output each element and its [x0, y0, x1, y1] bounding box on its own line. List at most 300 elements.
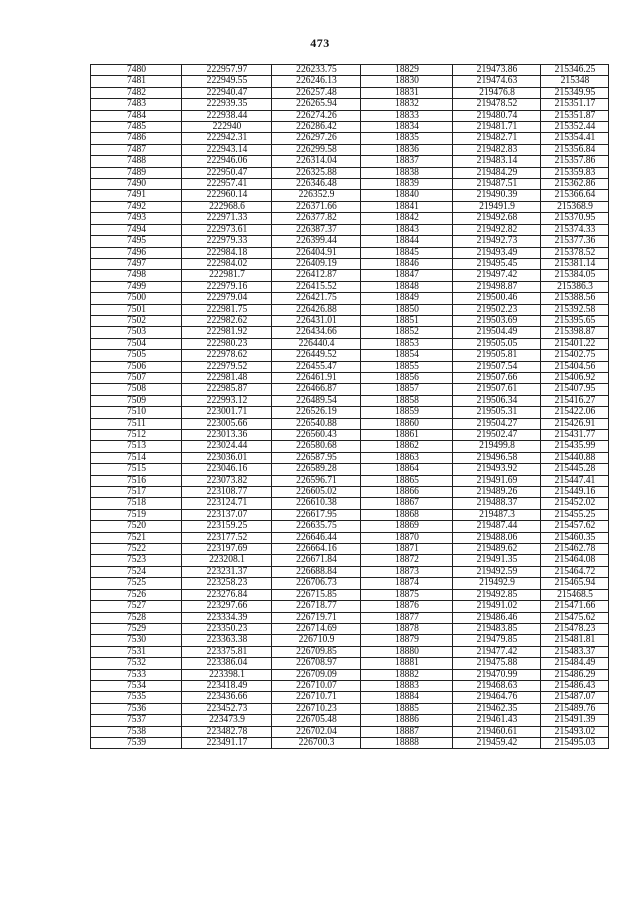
y2-cell: [543, 315, 606, 326]
cell-text: 215349.95: [554, 87, 595, 98]
y2-cell: [543, 566, 606, 577]
point2-id-cell: [364, 521, 449, 532]
cell-text: 215465.94: [554, 577, 595, 589]
y2-cell: [543, 338, 606, 349]
x2-cell: [456, 703, 537, 714]
point2-id-cell: [364, 407, 449, 418]
cell-text: 223482.78: [206, 726, 247, 737]
cell-text: 223024.44: [206, 440, 247, 452]
cell-text: 215356.84: [554, 144, 595, 155]
y1-cell: [275, 270, 357, 281]
x1-cell: [185, 99, 268, 110]
y2-cell: [543, 715, 606, 726]
cell-text: 7523: [126, 554, 146, 566]
x2-cell: [456, 372, 537, 383]
cell-text: 18834: [394, 121, 419, 133]
cell-text: 222979.33: [206, 235, 247, 247]
cell-text: 215486.43: [554, 680, 595, 691]
point2-id-cell: [364, 281, 449, 292]
cell-text: 222942.31: [206, 132, 247, 144]
cell-text: 222979.04: [206, 292, 247, 304]
x1-cell: [185, 555, 268, 566]
cell-text: 226708.97: [295, 657, 337, 669]
table-row: [91, 179, 609, 190]
cell-text: 7503: [126, 326, 146, 338]
y2-cell: [543, 555, 606, 566]
x1-cell: [185, 190, 268, 201]
y2-cell: [543, 395, 606, 406]
x1-cell: [185, 703, 268, 714]
point-id-cell: [94, 110, 178, 121]
cell-text: 222957.41: [206, 178, 247, 190]
point-id-cell: [94, 544, 178, 555]
x2-cell: [456, 669, 537, 680]
table-row: [91, 521, 609, 532]
x1-cell: [185, 338, 268, 349]
cell-text: 219505.05: [476, 338, 517, 349]
y2-cell: [543, 133, 606, 144]
point2-id-cell: [364, 395, 449, 406]
cell-text: 18856: [394, 372, 419, 383]
cell-text: 223197.69: [206, 543, 247, 555]
x2-cell: [456, 258, 537, 269]
point2-id-cell: [364, 612, 449, 623]
x1-cell: [185, 350, 268, 361]
cell-text: 223386.04: [206, 657, 247, 669]
cell-text: 18835: [394, 132, 419, 144]
cell-text: 226377.82: [295, 212, 337, 224]
y1-cell: [275, 566, 357, 577]
point-id-cell: [94, 555, 178, 566]
x2-cell: [456, 156, 537, 167]
x2-cell: [456, 315, 537, 326]
point2-id-cell: [364, 122, 449, 133]
table-row: [91, 475, 609, 486]
cell-text: 215426.91: [554, 418, 595, 429]
cell-text: 7482: [126, 87, 146, 98]
cell-text: 215348: [560, 75, 589, 87]
point2-id-cell: [364, 293, 449, 304]
cell-text: 223375.81: [206, 646, 247, 657]
cell-text: 226688.84: [295, 566, 337, 577]
cell-text: 7514: [126, 452, 146, 463]
y2-cell: [543, 669, 606, 680]
cell-text: 7496: [126, 247, 146, 258]
y2-cell: [543, 407, 606, 418]
point2-id-cell: [364, 475, 449, 486]
point2-id-cell: [364, 201, 449, 212]
cell-text: 226714.69: [295, 623, 337, 634]
point-id-cell: [94, 156, 178, 167]
cell-text: 18865: [394, 475, 419, 486]
cell-text: 219505.81: [476, 349, 517, 361]
table-row: [91, 532, 609, 543]
x1-cell: [185, 658, 268, 669]
y2-cell: [543, 304, 606, 315]
cell-text: 226526.19: [295, 406, 337, 418]
table-body: [91, 65, 609, 749]
point-id-cell: [94, 338, 178, 349]
cell-text: 226596.71: [295, 475, 337, 486]
point2-id-cell: [364, 635, 449, 646]
cell-text: 18875: [394, 589, 419, 600]
y1-cell: [275, 179, 357, 190]
cell-text: 226246.13: [295, 75, 337, 87]
y1-cell: [275, 315, 357, 326]
point-id-cell: [94, 452, 178, 463]
cell-text: 18877: [394, 612, 419, 623]
cell-text: 226702.04: [295, 726, 337, 737]
y1-cell: [275, 201, 357, 212]
point-id-cell: [94, 270, 178, 281]
cell-text: 219460.61: [476, 726, 517, 737]
x2-cell: [456, 726, 537, 737]
cell-text: 215440.88: [554, 452, 595, 463]
cell-text: 223005.66: [206, 418, 247, 429]
cell-text: 18866: [394, 486, 419, 498]
cell-text: 18842: [394, 212, 419, 224]
cell-text: 219498.87: [476, 281, 517, 292]
cell-text: 226371.66: [295, 201, 337, 212]
cell-text: 7483: [126, 98, 146, 110]
cell-text: 18878: [394, 623, 419, 634]
y2-cell: [543, 361, 606, 372]
table-row: [91, 726, 609, 737]
cell-text: 222946.06: [206, 155, 247, 167]
table-row: [91, 65, 609, 76]
y1-cell: [275, 589, 357, 600]
x2-cell: [456, 578, 537, 589]
cell-text: 222978.62: [206, 349, 247, 361]
point2-id-cell: [364, 623, 449, 634]
point2-id-cell: [364, 601, 449, 612]
cell-text: 226706.73: [295, 577, 337, 589]
x2-cell: [456, 293, 537, 304]
cell-text: 7507: [126, 372, 146, 383]
cell-text: 222979.52: [206, 361, 247, 372]
table-row: [91, 578, 609, 589]
y2-cell: [543, 430, 606, 441]
point-id-cell: [94, 224, 178, 235]
table-row: [91, 452, 609, 463]
cell-text: 223108.77: [206, 486, 247, 498]
x1-cell: [185, 372, 268, 383]
y1-cell: [275, 293, 357, 304]
point-id-cell: [94, 76, 178, 87]
cell-text: 226325.88: [295, 167, 337, 178]
cell-text: 7535: [126, 691, 146, 703]
point2-id-cell: [364, 532, 449, 543]
point-id-cell: [94, 315, 178, 326]
point2-id-cell: [364, 737, 449, 748]
cell-text: 18839: [394, 178, 419, 190]
cell-text: 219495.45: [476, 258, 517, 269]
cell-text: 226274.26: [295, 110, 337, 121]
cell-text: 222981.7: [208, 269, 245, 281]
cell-text: 18887: [394, 726, 419, 737]
cell-text: 7519: [126, 509, 146, 520]
cell-text: 7532: [126, 657, 146, 669]
cell-text: 219481.71: [476, 121, 517, 133]
table-row: [91, 715, 609, 726]
cell-text: 18888: [394, 737, 419, 748]
point2-id-cell: [364, 213, 449, 224]
cell-text: 223473.9: [208, 714, 245, 726]
table-row: [91, 87, 609, 98]
cell-text: 18881: [394, 657, 419, 669]
y2-cell: [543, 464, 606, 475]
point-id-cell: [94, 726, 178, 737]
point-id-cell: [94, 601, 178, 612]
y1-cell: [275, 521, 357, 532]
cell-text: 18838: [394, 167, 419, 178]
x1-cell: [185, 521, 268, 532]
y2-cell: [543, 144, 606, 155]
cell-text: 222981.75: [206, 304, 247, 315]
cell-text: 215359.83: [554, 167, 595, 178]
cell-text: 219492.82: [476, 224, 517, 235]
point2-id-cell: [364, 658, 449, 669]
table-row: [91, 201, 609, 212]
cell-text: 226605.02: [295, 486, 337, 498]
cell-text: 18879: [394, 634, 419, 646]
cell-text: 18857: [394, 383, 419, 395]
point-id-cell: [94, 669, 178, 680]
table-row: [91, 372, 609, 383]
x2-cell: [456, 350, 537, 361]
point-id-cell: [94, 658, 178, 669]
point2-id-cell: [364, 452, 449, 463]
cell-text: 219491.9: [478, 201, 515, 212]
y1-cell: [275, 601, 357, 612]
cell-text: 219500.46: [476, 292, 517, 304]
cell-text: 226715.85: [295, 589, 337, 600]
cell-text: 215354.41: [554, 132, 595, 144]
cell-text: 222949.55: [206, 75, 247, 87]
cell-text: 223418.49: [206, 680, 247, 691]
table-row: [91, 304, 609, 315]
point2-id-cell: [364, 498, 449, 509]
cell-text: 18854: [394, 349, 419, 361]
cell-text: 215483.37: [554, 646, 595, 657]
cell-text: 215422.06: [554, 406, 595, 418]
table-row: [91, 327, 609, 338]
cell-text: 226664.16: [295, 543, 337, 555]
x2-cell: [456, 464, 537, 475]
cell-text: 219497.42: [476, 269, 517, 281]
cell-text: 222939.35: [206, 98, 247, 110]
x1-cell: [185, 236, 268, 247]
cell-text: 18853: [394, 338, 419, 349]
y2-cell: [543, 179, 606, 190]
x1-cell: [185, 327, 268, 338]
cell-text: 215384.05: [554, 269, 595, 281]
point-id-cell: [94, 304, 178, 315]
cell-text: 219487.3: [478, 509, 515, 520]
point2-id-cell: [364, 441, 449, 452]
cell-text: 18870: [394, 532, 419, 543]
x1-cell: [185, 156, 268, 167]
cell-text: 7517: [126, 486, 146, 498]
point-id-cell: [94, 612, 178, 623]
point2-id-cell: [364, 680, 449, 691]
y1-cell: [275, 213, 357, 224]
table-row: [91, 133, 609, 144]
cell-text: 7538: [126, 726, 146, 737]
point-id-cell: [94, 703, 178, 714]
x1-cell: [185, 110, 268, 121]
point2-id-cell: [364, 350, 449, 361]
table-row: [91, 555, 609, 566]
cell-text: 18860: [394, 418, 419, 429]
x2-cell: [456, 612, 537, 623]
cell-text: 222984.18: [206, 247, 247, 258]
cell-text: 219492.73: [476, 235, 517, 247]
cell-text: 226610.38: [295, 497, 337, 509]
point-id-cell: [94, 623, 178, 634]
table-row: [91, 464, 609, 475]
y2-cell: [543, 703, 606, 714]
point-id-cell: [94, 418, 178, 429]
point-id-cell: [94, 167, 178, 178]
point2-id-cell: [364, 87, 449, 98]
x2-cell: [456, 521, 537, 532]
cell-text: 215487.07: [554, 691, 595, 703]
cell-text: 215495.03: [554, 737, 595, 748]
cell-text: 7504: [126, 338, 146, 349]
y1-cell: [275, 692, 357, 703]
x2-cell: [456, 133, 537, 144]
y1-cell: [275, 281, 357, 292]
y2-cell: [543, 658, 606, 669]
cell-text: 215388.56: [554, 292, 595, 304]
cell-text: 222940: [212, 121, 241, 133]
cell-text: 226580.68: [295, 440, 337, 452]
cell-text: 223258.23: [206, 577, 247, 589]
cell-text: 219492.59: [476, 566, 517, 577]
point2-id-cell: [364, 65, 449, 76]
cell-text: 215351.17: [554, 98, 595, 110]
table-row: [91, 190, 609, 201]
x1-cell: [185, 224, 268, 235]
cell-text: 7508: [126, 383, 146, 395]
cell-text: 18837: [394, 155, 419, 167]
point-id-cell: [94, 521, 178, 532]
table-row: [91, 293, 609, 304]
point2-id-cell: [364, 692, 449, 703]
x2-cell: [456, 122, 537, 133]
x1-cell: [185, 589, 268, 600]
x2-cell: [456, 395, 537, 406]
table-row: [91, 601, 609, 612]
cell-text: 219462.35: [476, 703, 517, 714]
y1-cell: [275, 464, 357, 475]
x1-cell: [185, 65, 268, 76]
table-row: [91, 156, 609, 167]
y1-cell: [275, 236, 357, 247]
cell-text: 7512: [126, 429, 146, 440]
cell-text: 18884: [394, 691, 419, 703]
point2-id-cell: [364, 384, 449, 395]
cell-text: 226671.84: [295, 554, 337, 566]
cell-text: 226617.95: [295, 509, 337, 520]
x1-cell: [185, 680, 268, 691]
cell-text: 7537: [126, 714, 146, 726]
cell-text: 219490.39: [476, 189, 517, 201]
cell-text: 226346.48: [295, 178, 337, 190]
x1-cell: [185, 315, 268, 326]
cell-text: 219499.8: [478, 440, 515, 452]
cell-text: 222938.44: [206, 110, 247, 121]
table-row: [91, 407, 609, 418]
cell-text: 215484.49: [554, 657, 595, 669]
point2-id-cell: [364, 566, 449, 577]
cell-text: 226352.9: [298, 189, 334, 201]
x1-cell: [185, 692, 268, 703]
cell-text: 219492.85: [476, 589, 517, 600]
cell-text: 7525: [126, 577, 146, 589]
cell-text: 7529: [126, 623, 146, 634]
y1-cell: [275, 110, 357, 121]
x2-cell: [456, 418, 537, 429]
y1-cell: [275, 361, 357, 372]
cell-text: 219507.61: [476, 383, 517, 395]
table-row: [91, 680, 609, 691]
cell-text: 222981.92: [206, 326, 247, 338]
point2-id-cell: [364, 327, 449, 338]
point-id-cell: [94, 372, 178, 383]
cell-text: 219479.85: [476, 634, 517, 646]
cell-text: 18862: [394, 440, 419, 452]
table-row: [91, 258, 609, 269]
cell-text: 219502.47: [476, 429, 517, 440]
cell-text: 215351.87: [554, 110, 595, 121]
cell-text: 7505: [126, 349, 146, 361]
table-row: [91, 703, 609, 714]
y2-cell: [543, 384, 606, 395]
cell-text: 219491.35: [476, 554, 517, 566]
cell-text: 18867: [394, 497, 419, 509]
cell-text: 215464.08: [554, 554, 595, 566]
point-id-cell: [94, 395, 178, 406]
point-id-cell: [94, 293, 178, 304]
page-number: 473: [310, 36, 330, 50]
cell-text: 222957.97: [206, 64, 247, 75]
table-row: [91, 509, 609, 520]
cell-text: 18874: [394, 577, 419, 589]
cell-text: 215402.75: [554, 349, 595, 361]
cell-text: 215435.99: [554, 440, 595, 452]
point-id-cell: [94, 201, 178, 212]
x2-cell: [456, 213, 537, 224]
y1-cell: [275, 498, 357, 509]
x2-cell: [456, 281, 537, 292]
table-row: [91, 236, 609, 247]
y1-cell: [275, 407, 357, 418]
x2-cell: [456, 544, 537, 555]
cell-text: 226399.44: [295, 235, 337, 247]
cell-text: 226299.58: [295, 144, 337, 155]
point-id-cell: [94, 646, 178, 657]
cell-text: 223137.07: [206, 509, 247, 520]
table-row: [91, 122, 609, 133]
cell-text: 18882: [394, 669, 419, 680]
point-id-cell: [94, 247, 178, 258]
cell-text: 219503.69: [476, 315, 517, 326]
cell-text: 226455.47: [295, 361, 337, 372]
cell-text: 18843: [394, 224, 419, 235]
x1-cell: [185, 646, 268, 657]
